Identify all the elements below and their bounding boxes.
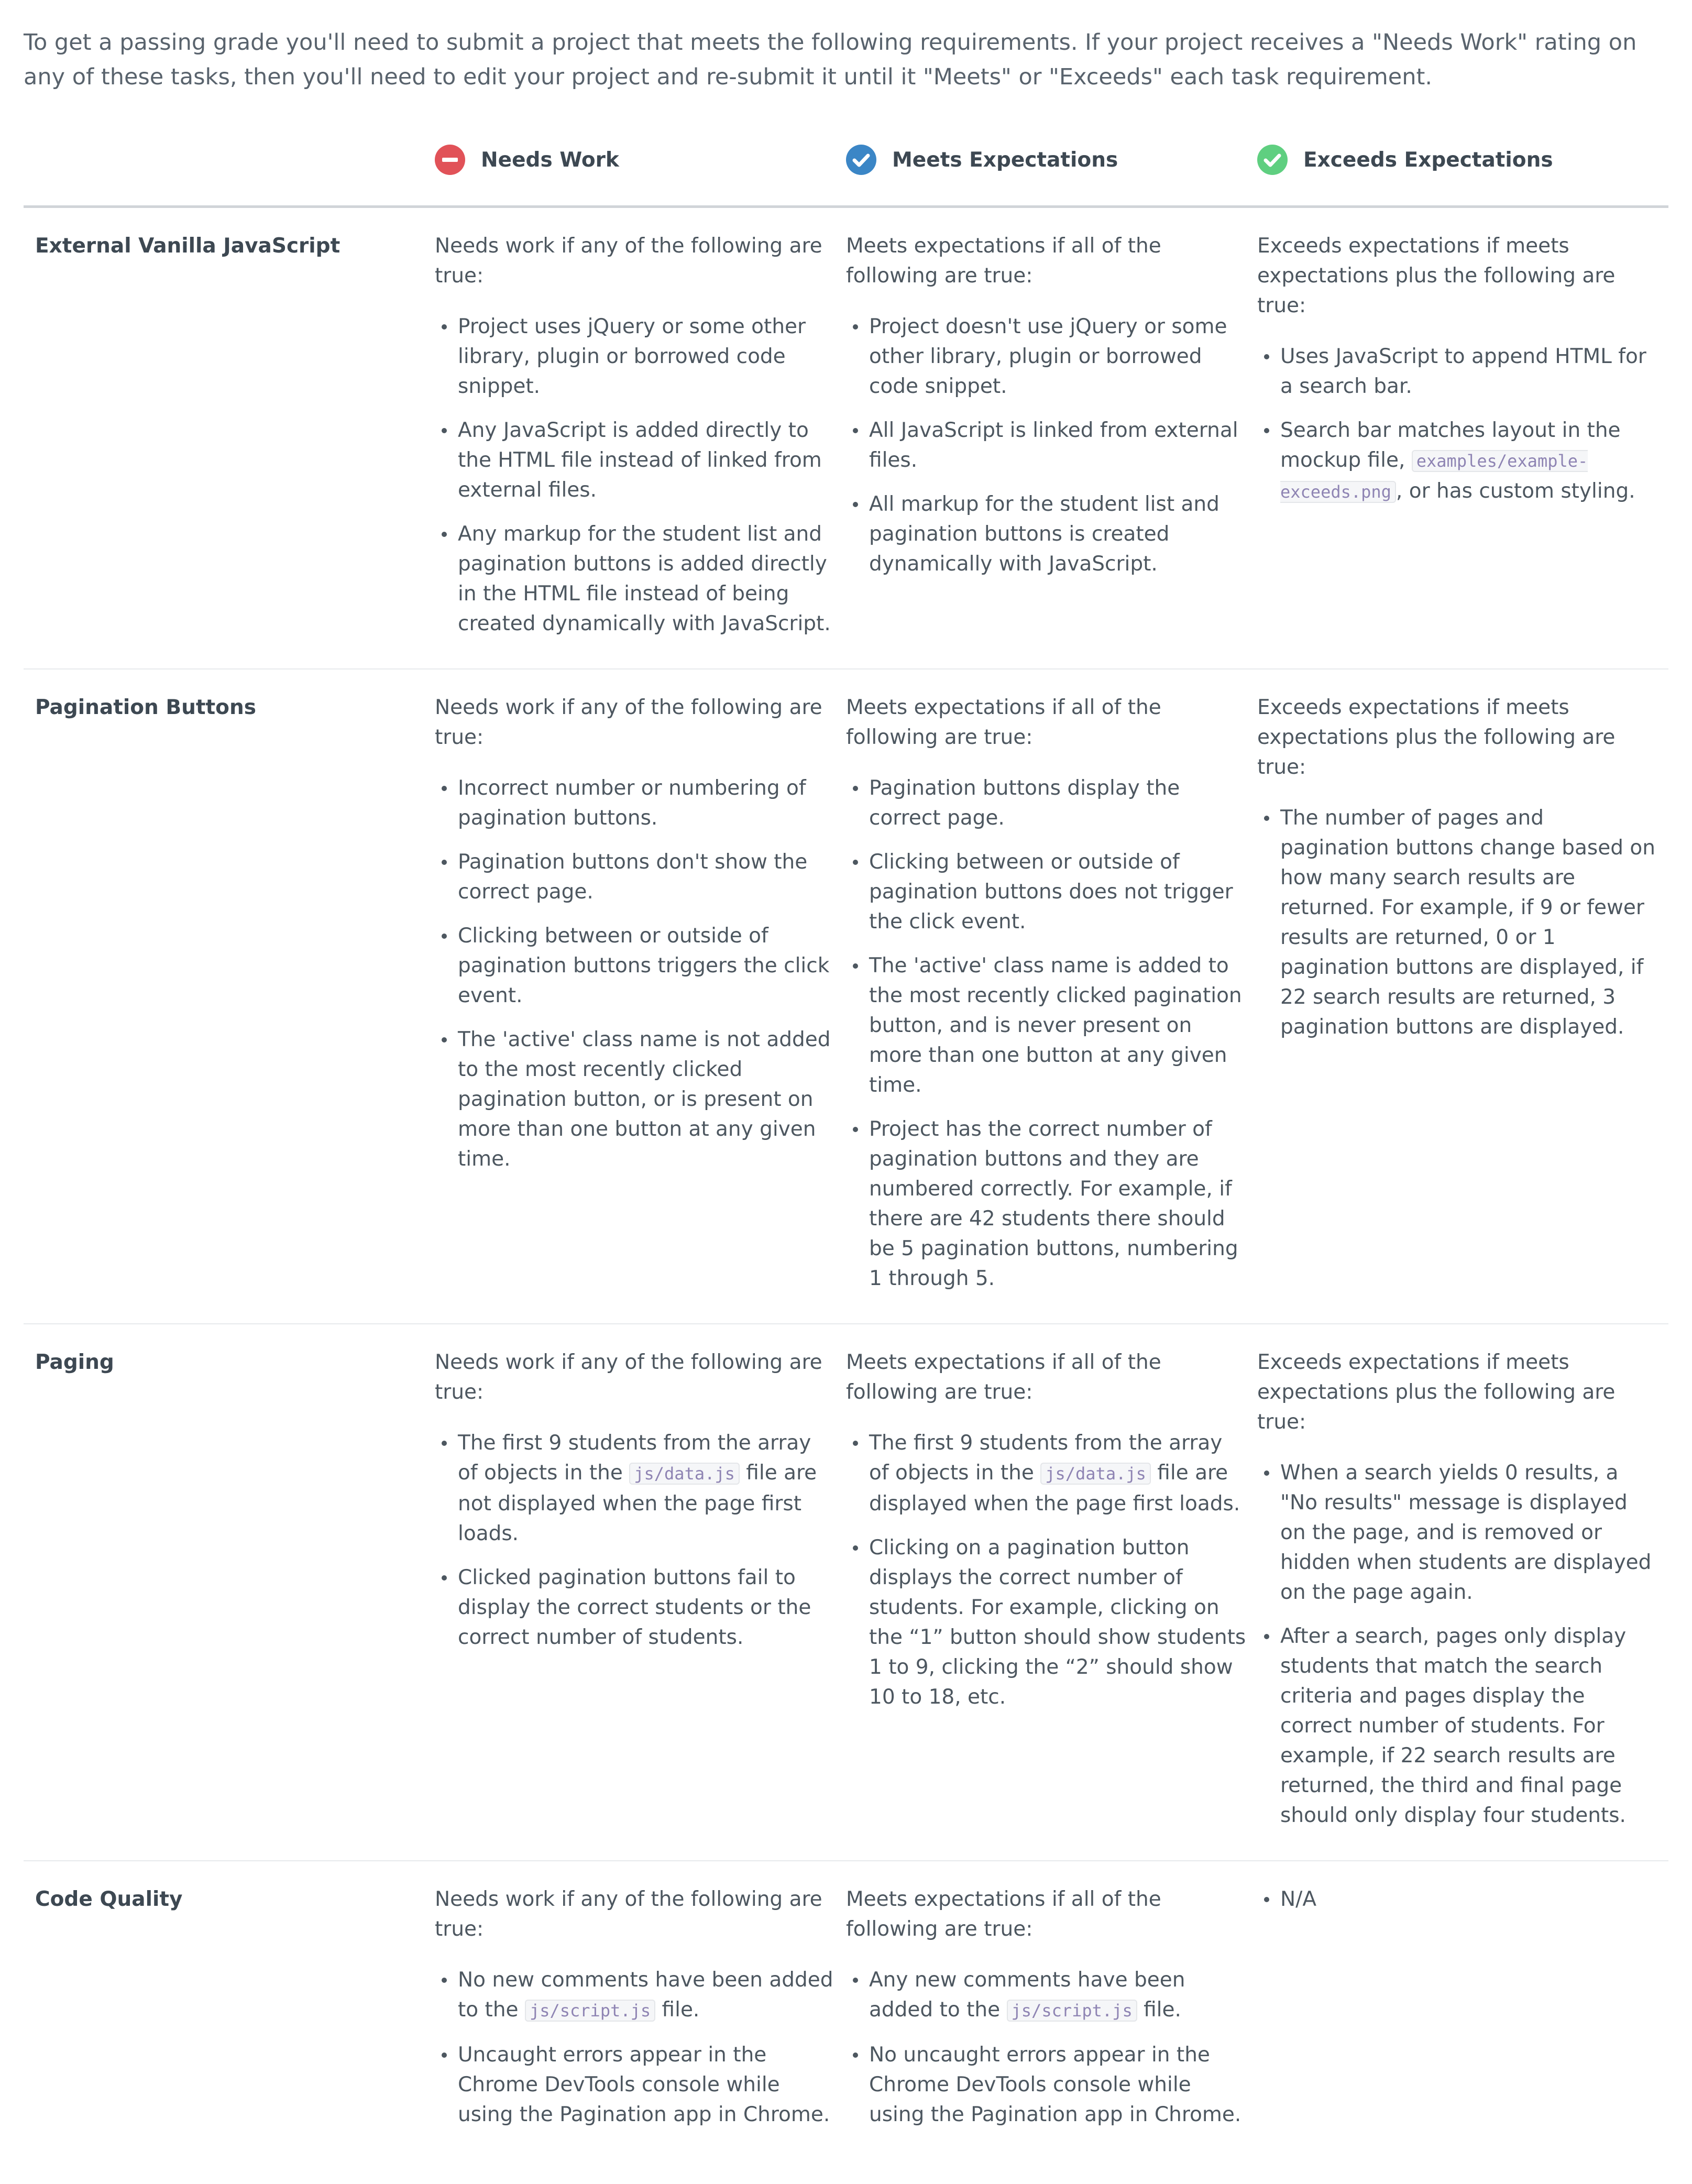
meets-expectations-criteria-list — [846, 312, 1247, 579]
meets-expectations-cell — [846, 207, 1257, 670]
code-snippet: js/data.js — [1040, 1463, 1151, 1485]
criteria-item — [458, 1563, 836, 1652]
meets-expectations-criteria-list — [846, 773, 1247, 1293]
criteria-item — [869, 1533, 1247, 1712]
criteria-text: Project has the correct number of pagination buttons and they are numbered correctly. For example, if there are 42 students there should be 5 pagination buttons, numbering 1 through 5. — [869, 1117, 1238, 1290]
meets-expectations-criteria-list — [846, 1965, 1247, 2130]
criteria-text: All markup for the student list and pagination buttons is created dynamically with JavaScript. — [869, 492, 1219, 576]
criteria-item — [458, 773, 836, 833]
criteria-text: file. — [1137, 1998, 1181, 2022]
criteria-text: Clicked pagination buttons fail to display the correct students or the correct number of students. — [458, 1566, 811, 1649]
criteria-item — [458, 519, 836, 639]
criteria-item — [1280, 415, 1658, 507]
meets-expectations-header — [846, 145, 1257, 207]
criteria-item — [458, 415, 836, 505]
needs-work-lead: Needs work if any of the following are true: — [435, 696, 822, 749]
code-snippet: examples/example-exceeds.png — [1280, 451, 1588, 502]
needs-work-criteria-list — [435, 1428, 836, 1652]
meets-expectations-lead: Meets expectations if all of the following are true: — [846, 696, 1161, 749]
exceeds-expectations-cell — [1257, 669, 1668, 1324]
criteria-item — [458, 921, 836, 1011]
criteria-item — [869, 312, 1247, 401]
rubric-row — [24, 669, 1668, 1324]
criteria-item — [869, 1114, 1247, 1293]
meets-expectations-label: Meets Expectations — [892, 148, 1118, 172]
criteria-item — [1280, 803, 1658, 1042]
criteria-text: The first 9 students from the array of objects in the — [458, 1431, 811, 1485]
meets-expectations-lead: Meets expectations if all of the following are true: — [846, 1351, 1161, 1404]
meets-expectations-cell — [846, 1861, 1257, 2159]
criteria-item — [1280, 1884, 1658, 1914]
exceeds-expectations-header — [1257, 145, 1668, 207]
criteria-text: Any new comments have been added to the — [869, 1968, 1185, 2022]
criteria-item — [869, 773, 1247, 833]
task-name: Paging — [24, 1324, 435, 1861]
criteria-text: , or has custom styling. — [1396, 479, 1635, 503]
check-circle-icon — [1257, 145, 1288, 175]
rubric-row — [24, 1861, 1668, 2159]
criteria-item — [458, 1965, 836, 2026]
criteria-item — [458, 312, 836, 401]
criteria-item — [458, 1428, 836, 1549]
exceeds-expectations-criteria-list — [1257, 342, 1658, 507]
criteria-item — [869, 1428, 1247, 1519]
needs-work-lead: Needs work if any of the following are true: — [435, 1351, 822, 1404]
criteria-text: The number of pages and pagination buttons change based on how many search results are returned. For example, if 9 or fewer results are returned, 0 or 1 pagination buttons are displayed, if 22 search results are returned, 3 pagination buttons are displayed. — [1280, 806, 1655, 1039]
needs-work-cell — [435, 669, 846, 1324]
meets-expectations-cell — [846, 669, 1257, 1324]
criteria-text: file are not displayed when the page first loads. — [458, 1461, 817, 1545]
criteria-text: Clicking between or outside of pagination buttons does not trigger the click event. — [869, 850, 1233, 934]
needs-work-criteria-list — [435, 773, 836, 1174]
task-name: External Vanilla JavaScript — [24, 207, 435, 670]
needs-work-header — [435, 145, 846, 207]
exceeds-expectations-lead: Exceeds expectations if meets expectations plus the following are true: — [1257, 1351, 1616, 1434]
criteria-text: Any JavaScript is added directly to the HTML file instead of linked from external files. — [458, 419, 822, 502]
intro-paragraph: To get a passing grade you'll need to submit a project that meets the following requirements. If your project receives a "Needs Work" rating on any of these tasks, then you'll need to edit your project and re-submit it until it "Meets" or "Exceeds" each task requirement. — [24, 29, 1637, 90]
exceeds-expectations-criteria-list — [1257, 803, 1658, 1042]
rubric-body — [24, 207, 1668, 2160]
criteria-text: Search bar matches layout in the mockup file, — [1280, 419, 1621, 472]
criteria-item — [1280, 342, 1658, 401]
needs-work-criteria-list — [435, 312, 836, 639]
criteria-item — [458, 1025, 836, 1174]
code-snippet: js/data.js — [629, 1463, 740, 1485]
criteria-item — [869, 489, 1247, 579]
criteria-text: When a search yields 0 results, a "No results" message is displayed on the page, and is removed or hidden when students are displayed on the page again. — [1280, 1461, 1652, 1604]
criteria-text: Clicking between or outside of pagination buttons triggers the click event. — [458, 924, 830, 1007]
criteria-item — [869, 2040, 1247, 2130]
criteria-text: Uncaught errors appear in the Chrome DevTools console while using the Pagination app in Chrome. — [458, 2043, 830, 2126]
meets-expectations-cell — [846, 1324, 1257, 1861]
task-header-cell — [24, 145, 435, 207]
criteria-item — [1280, 1458, 1658, 1607]
needs-work-lead: Needs work if any of the following are true: — [435, 234, 822, 288]
exceeds-expectations-lead: Exceeds expectations if meets expectations plus the following are true: — [1257, 696, 1616, 779]
exceeds-expectations-lead: Exceeds expectations if meets expectations plus the following are true: — [1257, 234, 1616, 317]
needs-work-lead: Needs work if any of the following are true: — [435, 1887, 822, 1941]
meets-expectations-lead: Meets expectations if all of the following are true: — [846, 1887, 1161, 1941]
criteria-item — [869, 951, 1247, 1100]
criteria-text: No new comments have been added to the — [458, 1968, 833, 2022]
criteria-text: After a search, pages only display students that match the search criteria and pages display the correct number of students. For example, if 22 search results are returned, the third and final page should only display four students. — [1280, 1625, 1627, 1827]
task-name: Pagination Buttons — [24, 669, 435, 1324]
criteria-text: Pagination buttons don't show the correct page. — [458, 850, 808, 904]
rubric-table — [24, 145, 1668, 2159]
minus-circle-icon — [435, 145, 465, 175]
criteria-text: file. — [655, 1998, 700, 2022]
criteria-text: The 'active' class name is not added to the most recently clicked pagination button, or is present on more than one button at any given time. — [458, 1028, 831, 1171]
criteria-item — [458, 2040, 836, 2130]
rubric-header-row — [24, 145, 1668, 207]
criteria-item — [458, 847, 836, 907]
meets-expectations-lead: Meets expectations if all of the following are true: — [846, 234, 1161, 288]
exceeds-expectations-criteria-list — [1257, 1458, 1658, 1830]
criteria-text: Incorrect number or numbering of pagination buttons. — [458, 776, 806, 830]
exceeds-expectations-cell — [1257, 1324, 1668, 1861]
exceeds-expectations-cell — [1257, 1861, 1668, 2159]
exceeds-expectations-label: Exceeds Expectations — [1303, 148, 1553, 172]
meets-expectations-criteria-list — [846, 1428, 1247, 1712]
criteria-text: The first 9 students from the array of objects in the — [869, 1431, 1223, 1485]
criteria-text: N/A — [1280, 1887, 1316, 1911]
criteria-text: All JavaScript is linked from external files. — [869, 419, 1238, 472]
criteria-item — [1280, 1621, 1658, 1830]
exceeds-expectations-cell — [1257, 207, 1668, 670]
criteria-text: Clicking on a pagination button displays the correct number of students. For example, clicking on the “1” button should show students 1 to 9, clicking the “2” should show 10 to 18, etc. — [869, 1536, 1246, 1709]
criteria-item — [869, 415, 1247, 475]
criteria-text: Project doesn't use jQuery or some other library, plugin or borrowed code snippet. — [869, 315, 1227, 398]
criteria-text: Pagination buttons display the correct page. — [869, 776, 1180, 830]
needs-work-cell — [435, 1861, 846, 2159]
code-snippet: js/script.js — [525, 2000, 655, 2022]
criteria-item — [869, 847, 1247, 937]
needs-work-cell — [435, 1324, 846, 1861]
rubric-row — [24, 207, 1668, 670]
needs-work-label: Needs Work — [481, 148, 619, 172]
rubric-row — [24, 1324, 1668, 1861]
exceeds-expectations-criteria-list — [1257, 1884, 1658, 1914]
criteria-text: Project uses jQuery or some other library, plugin or borrowed code snippet. — [458, 315, 806, 398]
criteria-item — [869, 1965, 1247, 2026]
code-snippet: js/script.js — [1007, 2000, 1137, 2022]
criteria-text: No uncaught errors appear in the Chrome DevTools console while using the Pagination app in Chrome. — [869, 2043, 1241, 2126]
needs-work-cell — [435, 207, 846, 670]
task-name: Code Quality — [35, 1887, 183, 1911]
criteria-text: Any markup for the student list and pagination buttons is added directly in the HTML file instead of being created dynamically with JavaScript. — [458, 522, 831, 635]
needs-work-criteria-list — [435, 1965, 836, 2130]
criteria-text: Uses JavaScript to append HTML for a search bar. — [1280, 345, 1646, 398]
criteria-text: file are displayed when the page first loads. — [869, 1461, 1240, 1516]
check-circle-icon — [846, 145, 876, 175]
criteria-text: The 'active' class name is added to the most recently clicked pagination button, and is never present on more than one button at any given time. — [869, 954, 1242, 1097]
